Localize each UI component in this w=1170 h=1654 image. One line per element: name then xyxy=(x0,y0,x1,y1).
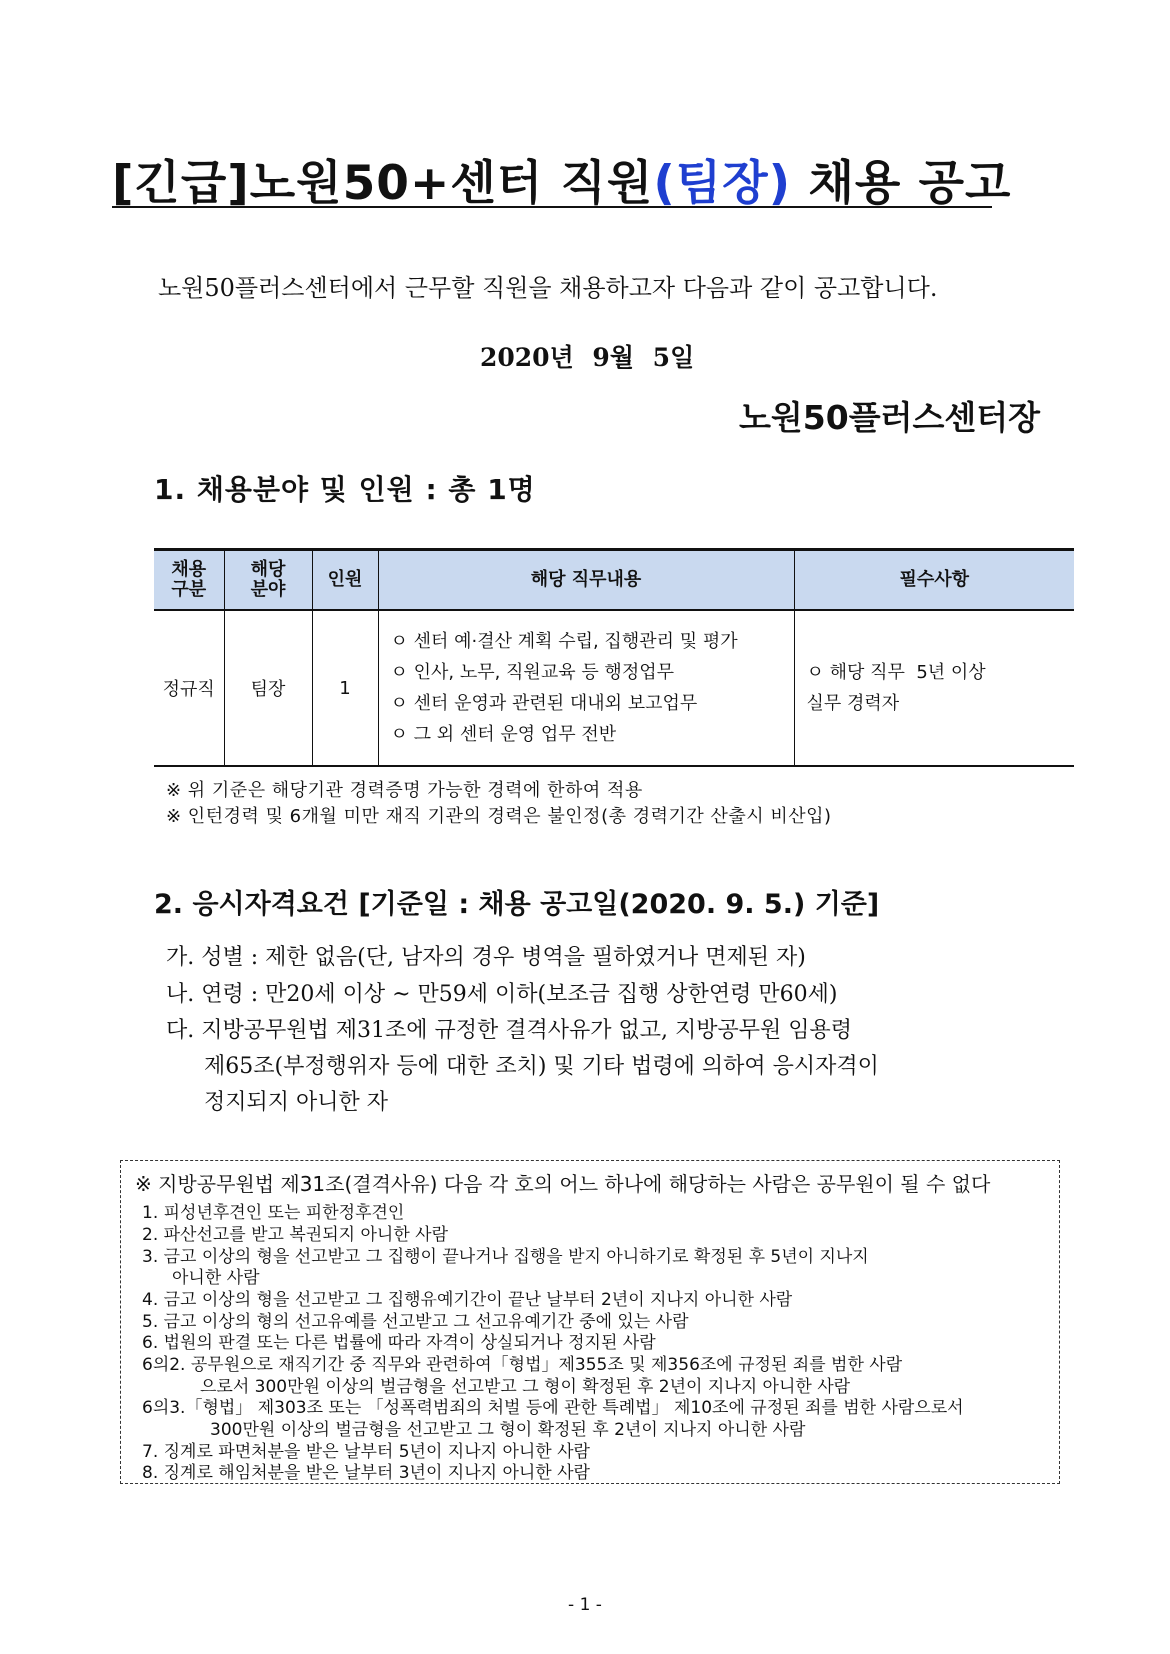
organization-signature: 노원50플러스센터장 xyxy=(739,398,1040,437)
header-field: 해당 분야 xyxy=(224,550,312,611)
cell-type: 정규직 xyxy=(154,610,224,766)
recruitment-table xyxy=(154,548,1074,767)
list-item: 6의2. 공무원으로 재직기간 중 직무와 관련하여「형법」제355조 및 제356조에 규정된 죄를 범한 사람 xyxy=(142,1355,903,1375)
title-underline xyxy=(112,206,992,208)
header-duties: 해당 직무내용 xyxy=(378,550,794,611)
requirement-line: ㅇ 해당 직무 5년 이상 xyxy=(806,662,986,683)
cell-field: 팀장 xyxy=(224,610,312,766)
title-highlight: (팀장) xyxy=(653,156,792,211)
duty-item: ㅇ 인사, 노무, 직원교육 등 행정업무 xyxy=(390,662,674,683)
cell-requirements xyxy=(794,610,1074,766)
header-requirements: 필수사항 xyxy=(794,550,1074,611)
section1-heading: 1. 채용분야 및 인원 : 총 1명 xyxy=(154,473,536,506)
table-row xyxy=(154,610,1074,766)
page-title xyxy=(112,146,1011,213)
header-count: 인원 xyxy=(312,550,378,611)
title-pre: [긴급]노원50+센터 직원 xyxy=(112,156,654,211)
list-item: 8. 징계로 해임처분을 받은 날부터 3년이 지나지 아니한 사람 xyxy=(142,1463,590,1483)
table-note: ※ 위 기준은 해당기관 경력증명 가능한 경력에 한하여 적용 xyxy=(166,780,643,801)
section2-heading: 2. 응시자격요건 [기준일 : 채용 공고일(2020. 9. 5.) 기준] xyxy=(154,889,880,920)
list-item: 5. 금고 이상의 형의 선고유예를 선고받고 그 선고유예기간 중에 있는 사람 xyxy=(142,1312,689,1332)
qualification-item: 다. 지방공무원법 제31조에 규정한 결격사유가 없고, 지방공무원 임용령 xyxy=(166,1018,852,1043)
list-item: 7. 징계로 파면처분을 받은 날부터 5년이 지나지 아니한 사람 xyxy=(142,1442,590,1462)
qualification-item: 제65조(부정행위자 등에 대한 조치) 및 기타 법령에 의하여 응시자격이 xyxy=(204,1054,879,1079)
list-item: 1. 피성년후견인 또는 피한정후견인 xyxy=(142,1203,405,1223)
disqualification-box-title: ※ 지방공무원법 제31조(결격사유) 다음 각 호의 어느 하나에 해당하는 사람은 공무원이 될 수 없다 xyxy=(135,1172,991,1196)
list-item: 4. 금고 이상의 형을 선고받고 그 집행유예기간이 끝난 날부터 2년이 지나지 아니한 사람 xyxy=(142,1290,793,1310)
duty-item: ㅇ 센터 예·결산 계획 수립, 집행관리 및 평가 xyxy=(390,631,738,652)
cell-duties xyxy=(378,610,794,766)
table-note: ※ 인턴경력 및 6개월 미만 재직 기관의 경력은 불인정(총 경력기간 산출시 비산입) xyxy=(166,806,832,827)
qualification-item: 나. 연령 : 만20세 이상 ~ 만59세 이하(보조금 집행 상한연령 만60세) xyxy=(166,982,838,1007)
list-item: 아니한 사람 xyxy=(172,1268,260,1288)
announcement-date: 2020년 9월 5일 xyxy=(480,343,695,372)
list-item: 6의3.「형법」 제303조 또는 「성폭력범죄의 처벌 등에 관한 특례법」 제10조에 규정된 죄를 범한 사람으로서 xyxy=(142,1398,964,1418)
duty-item: ㅇ 그 외 센터 운영 업무 전반 xyxy=(390,724,617,745)
duty-item: ㅇ 센터 운영과 관련된 대내외 보고업무 xyxy=(390,693,698,714)
header-type: 채용 구분 xyxy=(154,550,224,611)
page-number: - 1 - xyxy=(568,1595,602,1615)
title-post: 채용 공고 xyxy=(791,156,1012,211)
table-header-row xyxy=(154,550,1074,611)
list-item: 6. 법원의 판결 또는 다른 법률에 따라 자격이 상실되거나 정지된 사람 xyxy=(142,1333,656,1353)
list-item: 3. 금고 이상의 형을 선고받고 그 집행이 끝나거나 집행을 받지 아니하기로 확정된 후 5년이 지나지 xyxy=(142,1247,869,1267)
qualification-item: 정지되지 아니한 자 xyxy=(204,1090,389,1115)
qualification-item: 가. 성별 : 제한 없음(단, 남자의 경우 병역을 필하였거나 면제된 자) xyxy=(166,945,806,970)
list-item: 으로서 300만원 이상의 벌금형을 선고받고 그 형이 확정된 후 2년이 지나지 아니한 사람 xyxy=(200,1377,851,1397)
cell-count: 1 xyxy=(312,610,378,766)
list-item: 2. 파산선고를 받고 복권되지 아니한 사람 xyxy=(142,1225,448,1245)
list-item: 300만원 이상의 벌금형을 선고받고 그 형이 확정된 후 2년이 지나지 아니한 사람 xyxy=(210,1420,806,1440)
requirement-line: 실무 경력자 xyxy=(806,693,900,714)
intro-text: 노원50플러스센터에서 근무할 직원을 채용하고자 다음과 같이 공고합니다. xyxy=(158,274,938,302)
